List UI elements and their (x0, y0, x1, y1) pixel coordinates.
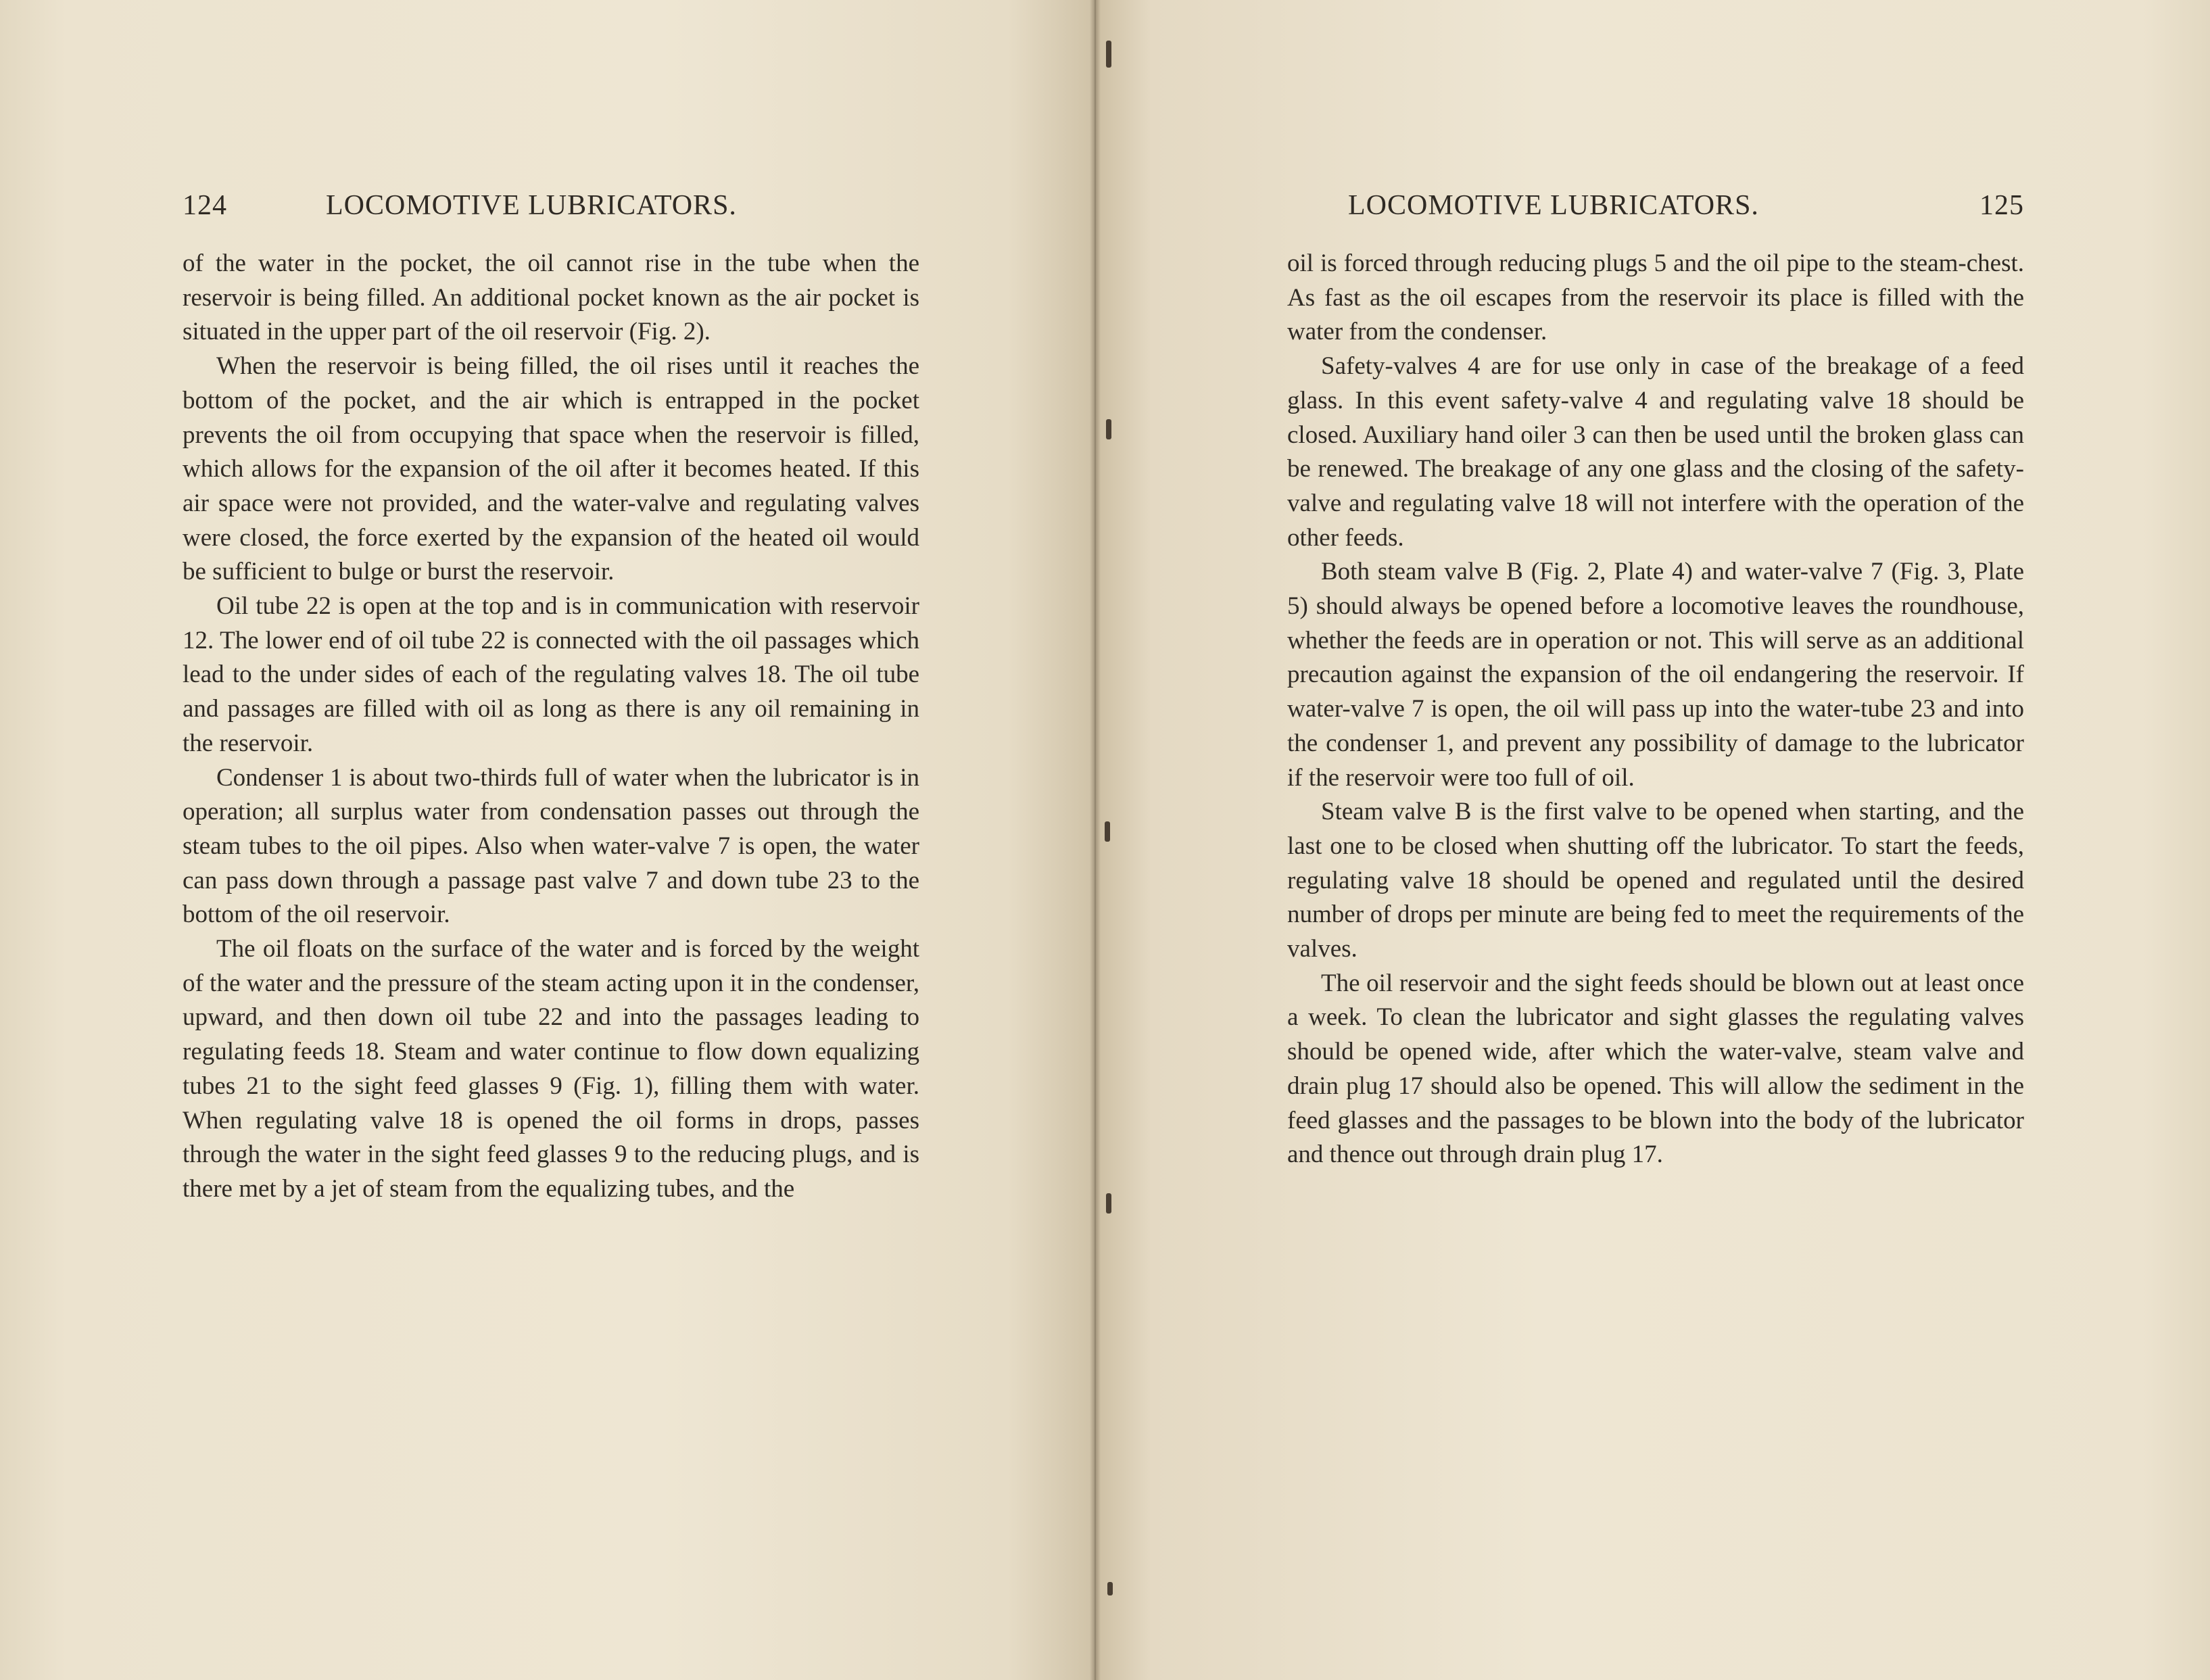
right-text-block (1287, 247, 2024, 1172)
left-paragraph: The oil floats on the surface of the water and is forced by the weight of the water and the pressure of the steam acting upon it in the condenser, upward, and then down oil tube 22 and into the passages leading to regulating feeds 18. Steam and water continue to flow down equalizing tubes 21 to the sight feed glasses 9 (Fig. 1), filling them with water. When regulating valve 18 is opened the oil forms in drops, passes through the water in the sight feed glasses 9 to the reducing plugs, and is there met by a jet of steam from the equalizing tubes, and the (183, 935, 919, 1203)
left-page-number: 124 (183, 190, 227, 221)
left-text-block (183, 247, 919, 1207)
right-paragraph: Safety-valves 4 are for use only in case of the breakage of a feed glass. In this event safety-valve 4 and regulating valve 18 should be closed. Auxiliary hand oiler 3 can then be used until the broken glass can be renewed. The breakage of any one glass and the closing of the safety-valve and regulating valve 18 will not interfere with the operation of the other feeds. (1287, 352, 2024, 552)
right-page (1095, 0, 2210, 1680)
right-paragraph: The oil reservoir and the sight feeds should be blown out at least once a week. To clean the lubricator and sight glasses the regulating valves should be opened wide, after which the water-valve, steam valve and drain plug 17 should also be opened. This will allow the sediment in the feed glasses and the passages to be blown into the body of the lubricator and thence out through drain plug 17. (1287, 969, 2024, 1169)
book-gutter (1090, 0, 1101, 1680)
left-running-head (183, 189, 919, 223)
binding-thread (1107, 1582, 1113, 1595)
binding-thread (1105, 821, 1110, 842)
left-paragraph: Oil tube 22 is open at the top and is in communication with reservoir 12. The lower end of oil tube 22 is connected with the oil passages which lead to the under sides of each of the regulating valves 18. The oil tube and passages are filled with oil as long as there is any oil remaining in the reservoir. (183, 592, 919, 757)
left-paragraph: When the reservoir is being filled, the oil rises until it reaches the bottom of the pocket, and the air which is entrapped in the pocket prevents the oil from occupying that space when the reservoir is filled, which allows for the expansion of the oil after it becomes heated. If this air space were not provided, and the water-valve and regulating valves were closed, the force exerted by the expansion of the heated oil would be sufficient to bulge or burst the reservoir. (183, 352, 919, 586)
right-paragraph: Steam valve B is the first valve to be opened when starting, and the last one to be closed when shutting off the lubricator. To start the feeds, regulating valve 18 should be opened and regulated until the desired number of drops per minute are being fed to meet the requirements of the valves. (1287, 798, 2024, 963)
left-running-title: LOCOMOTIVE LUBRICATORS. (326, 190, 737, 221)
right-paragraph: oil is forced through reducing plugs 5 and the oil pipe to the steam-chest. As fast as the oil escapes from the reservoir its place is filled with the water from the condenser. (1287, 249, 2024, 346)
left-paragraph: Condenser 1 is about two-thirds full of water when the lubricator is in operation; all surplus water from condensation passes out through the steam tubes to the oil pipes. Also when water-valve 7 is open, the water can pass down through a passage past valve 7 and down tube 23 to the bottom of the oil reservoir. (183, 763, 919, 929)
binding-thread (1106, 1193, 1111, 1214)
left-paragraph: of the water in the pocket, the oil cannot rise in the tube when the reservoir is being filled. An additional pocket known as the air pocket is situated in the upper part of the oil reservoir (Fig. 2). (183, 249, 919, 346)
right-running-head (1287, 189, 2024, 223)
right-page-number: 125 (1979, 190, 2024, 221)
binding-thread (1106, 41, 1111, 68)
binding-thread (1106, 419, 1111, 439)
right-paragraph: Both steam valve B (Fig. 2, Plate 4) and water-valve 7 (Fig. 3, Plate 5) should always be opened before a locomotive leaves the roundhouse, whether the feeds are in operation or not. This will serve as an additional precaution against the expansion of the oil endangering the reservoir. If water-valve 7 is open, the oil will pass up into the water-tube 23 and into the condenser 1, and prevent any possibility of damage to the lubricator if the reservoir were too full of oil. (1287, 558, 2024, 792)
left-page (0, 0, 1095, 1680)
right-running-title: LOCOMOTIVE LUBRICATORS. (1348, 190, 1759, 221)
